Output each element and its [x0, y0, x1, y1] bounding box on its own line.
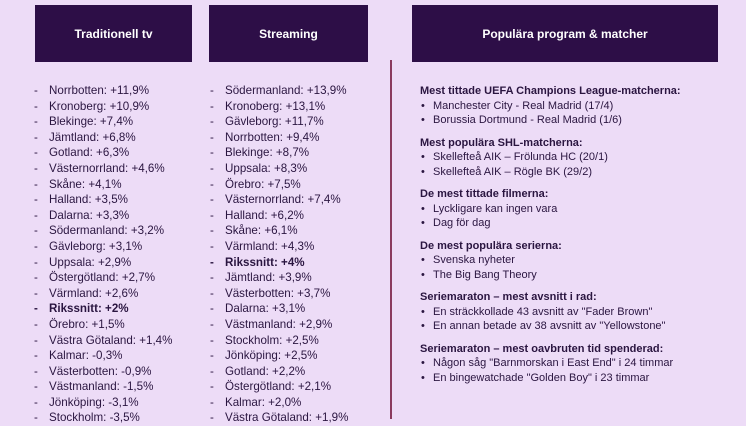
section-list	[420, 202, 740, 231]
list-item: - Västernorrland: +7,4%	[210, 192, 348, 208]
list-item: - Uppsala: +2,9%	[34, 255, 172, 271]
list-item: - Värmland: +2,6%	[34, 286, 172, 302]
list-item: - Gävleborg: +3,1%	[34, 239, 172, 255]
list-item: - Kronoberg: +10,9%	[34, 99, 172, 115]
traditional-tv-list	[34, 83, 172, 426]
section-title: De mest tittade filmerna:	[420, 188, 549, 200]
list-item: - Kronoberg: +13,1%	[210, 99, 348, 115]
popular-programs-header	[412, 5, 718, 62]
list-item: - Gotland: +2,2%	[210, 364, 348, 380]
list-item: • Dag för dag	[420, 216, 740, 231]
list-item: - Dalarna: +3,1%	[210, 301, 348, 317]
section-title: Seriemaraton – mest avsnitt i rad:	[420, 291, 597, 303]
list-item: - Västerbotten: -0,9%	[34, 364, 172, 380]
list-item: • The Big Bang Theory	[420, 268, 740, 283]
popular-section	[420, 136, 740, 180]
section-title: De mest populära serierna:	[420, 239, 562, 252]
section-title: Mest tittade UEFA Champions League-matcherna:	[420, 85, 681, 97]
list-item: - Norrbotten: +11,9%	[34, 83, 172, 99]
list-item: - Västmanland: -1,5%	[34, 379, 172, 395]
list-item: - Jämtland: +3,9%	[210, 270, 348, 286]
list-item: - Blekinge: +7,4%	[34, 114, 172, 130]
popular-section	[420, 290, 740, 334]
list-item: - Örebro: +1,5%	[34, 317, 172, 333]
section-list	[420, 99, 740, 128]
list-item: - Västra Götaland: +1,9%	[210, 410, 348, 426]
list-item: • En annan betade av 38 avsnitt av "Yellowstone"	[420, 319, 740, 334]
list-item: - Västerbotten: +3,7%	[210, 286, 348, 302]
list-item: - Östergötland: +2,7%	[34, 270, 172, 286]
list-item: - Uppsala: +8,3%	[210, 161, 348, 177]
list-item: - Stockholm: -3,5%	[34, 410, 172, 426]
streaming-header-label: Streaming	[259, 26, 318, 41]
list-item: • Skellefteå AIK – Frölunda HC (20/1)	[420, 150, 740, 165]
popular-section	[420, 187, 740, 231]
list-item: - Jönköping: +2,5%	[210, 348, 348, 364]
list-item: - Värmland: +4,3%	[210, 239, 348, 255]
list-item: - Blekinge: +8,7%	[210, 145, 348, 161]
popular-section	[420, 342, 740, 386]
list-item: • Skellefteå AIK – Rögle BK (29/2)	[420, 165, 740, 180]
list-item: - Halland: +3,5%	[34, 192, 172, 208]
list-item: - Västra Götaland: +1,4%	[34, 333, 172, 349]
list-item: - Skåne: +6,1%	[210, 223, 348, 239]
section-list	[420, 356, 740, 385]
section-title: Seriemaraton – mest oavbruten tid spenderad:	[420, 342, 664, 355]
popular-section	[420, 84, 740, 128]
popular-programs-header-label: Populära program & matcher	[482, 26, 648, 41]
list-item: • En bingewatchade "Golden Boy" i 23 timmar	[420, 371, 740, 386]
list-item: • Någon såg "Barnmorskan i East End" i 24 timmar	[420, 356, 740, 371]
list-item: - Jämtland: +6,8%	[34, 130, 172, 146]
list-item: • Borussia Dortmund - Real Madrid (1/6)	[420, 113, 740, 128]
list-item: - Norrbotten: +9,4%	[210, 130, 348, 146]
column-divider	[390, 60, 392, 419]
list-item: - Halland: +6,2%	[210, 208, 348, 224]
list-item: - Stockholm: +2,5%	[210, 333, 348, 349]
list-item: - Dalarna: +3,3%	[34, 208, 172, 224]
traditional-tv-header	[35, 5, 192, 62]
list-item: - Rikssnitt: +4%	[210, 255, 348, 271]
list-item: - Östergötland: +2,1%	[210, 379, 348, 395]
list-item: • En sträckkollade 43 avsnitt av "Fader Brown"	[420, 305, 740, 320]
list-item: - Västernorrland: +4,6%	[34, 161, 172, 177]
list-item: - Örebro: +7,5%	[210, 177, 348, 193]
list-item: - Rikssnitt: +2%	[34, 301, 172, 317]
streaming-header	[209, 5, 368, 62]
list-item: - Jönköping: -3,1%	[34, 395, 172, 411]
list-item: - Kalmar: +2,0%	[210, 395, 348, 411]
list-item: - Västmanland: +2,9%	[210, 317, 348, 333]
list-item: - Gotland: +6,3%	[34, 145, 172, 161]
popular-section	[420, 239, 740, 283]
popular-programs-panel	[420, 84, 740, 393]
section-title: Mest populära SHL-matcherna:	[420, 136, 583, 149]
list-item: • Svenska nyheter	[420, 253, 740, 268]
list-item: - Gävleborg: +11,7%	[210, 114, 348, 130]
section-list	[420, 150, 740, 179]
section-list	[420, 305, 740, 334]
list-item: - Södermanland: +13,9%	[210, 83, 348, 99]
traditional-tv-header-label: Traditionell tv	[74, 26, 153, 41]
streaming-list	[210, 83, 348, 426]
list-item: • Manchester City - Real Madrid (17/4)	[420, 99, 740, 114]
list-item: - Kalmar: -0,3%	[34, 348, 172, 364]
section-list	[420, 253, 740, 282]
list-item: - Södermanland: +3,2%	[34, 223, 172, 239]
list-item: • Lyckligare kan ingen vara	[420, 202, 740, 217]
list-item: - Skåne: +4,1%	[34, 177, 172, 193]
